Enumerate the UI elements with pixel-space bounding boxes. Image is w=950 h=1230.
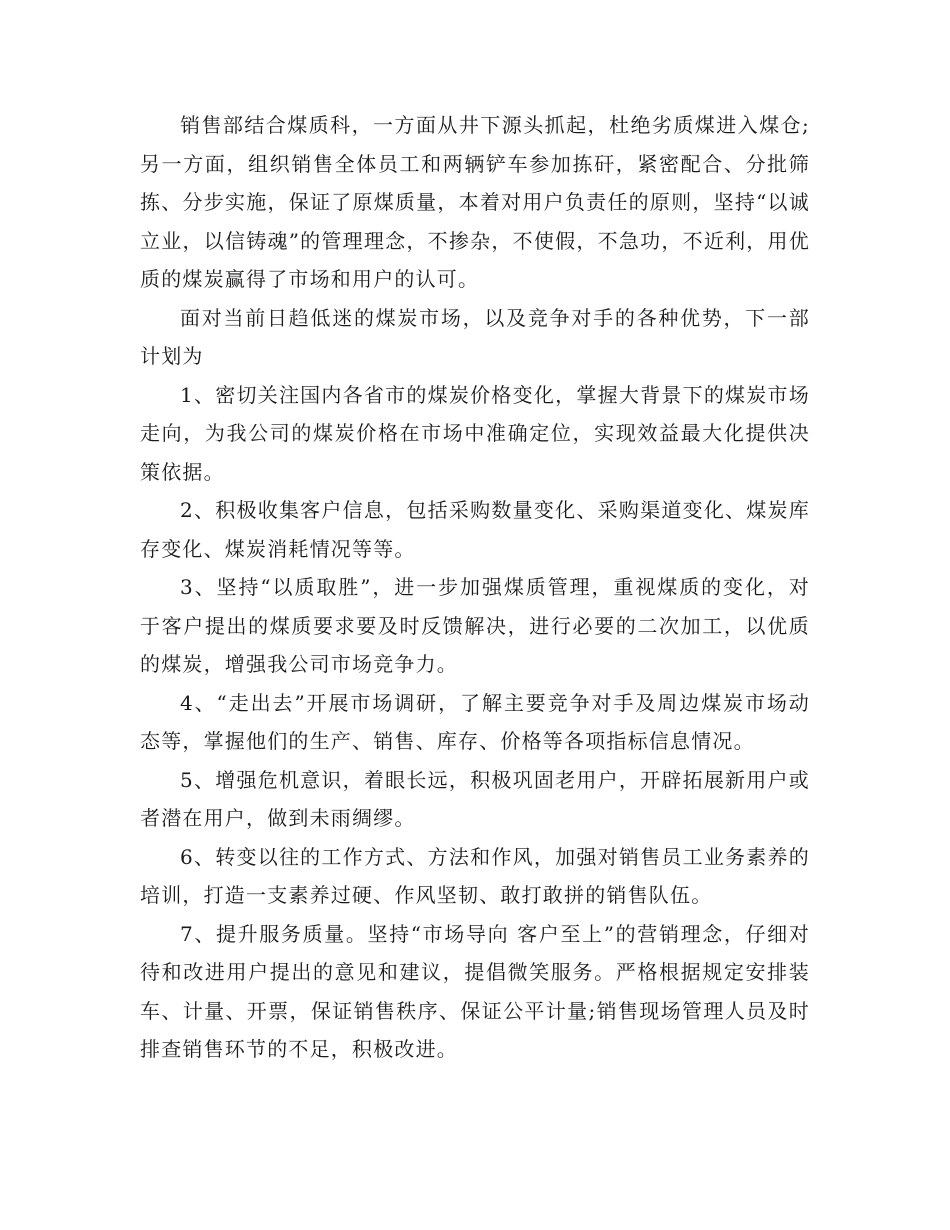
plan-item-5: 5、增强危机意识，着眼长远，积极巩固老用户，开辟拓展新用户或者潜在用户，做到未雨绸缪。 bbox=[140, 767, 810, 830]
document-page bbox=[140, 106, 810, 1069]
paragraph-next-plan-intro: 面对当前日趋低迷的煤炭市场，以及竞争对手的各种优势，下一部计划为 bbox=[140, 305, 810, 368]
plan-item-4: 4、“走出去”开展市场调研，了解主要竞争对手及周边煤炭市场动态等，掌握他们的生产、销售、库存、价格等各项指标信息情况。 bbox=[140, 690, 810, 753]
plan-item-7: 7、提升服务质量。坚持“市场导向 客户至上”的营销理念，仔细对待和改进用户提出的意见和建议，提倡微笑服务。严格根据规定安排装车、计量、开票，保证销售秩序、保证公平计量;销售现场管理人员及时排查销售环节的不足，积极改进。 bbox=[140, 921, 810, 1061]
paragraph-quality-control: 销售部结合煤质科，一方面从井下源头抓起，杜绝劣质煤进入煤仓;另一方面，组织销售全体员工和两辆铲车参加拣矸，紧密配合、分批筛拣、分步实施，保证了原煤质量，本着对用户负责任的原则，坚持“以诚立业，以信铸魂”的管理理念，不掺杂，不使假，不急功，不近利，用优质的煤炭赢得了市场和用户的认可。 bbox=[140, 113, 810, 291]
plan-item-3: 3、坚持“以质取胜”，进一步加强煤质管理，重视煤质的变化，对于客户提出的煤质要求要及时反馈解决，进行必要的二次加工，以优质的煤炭，增强我公司市场竞争力。 bbox=[140, 575, 810, 676]
plan-item-1: 1、密切关注国内各省市的煤炭价格变化，掌握大背景下的煤炭市场走向，为我公司的煤炭价格在市场中准确定位，实现效益最大化提供决策依据。 bbox=[140, 382, 810, 484]
plan-item-2: 2、积极收集客户信息，包括采购数量变化、采购渠道变化、煤炭库存变化、煤炭消耗情况等等。 bbox=[140, 498, 810, 561]
plan-item-6: 6、转变以往的工作方式、方法和作风，加强对销售员工业务素养的培训，打造一支素养过硬、作风坚韧、敢打敢拼的销售队伍。 bbox=[140, 844, 810, 907]
